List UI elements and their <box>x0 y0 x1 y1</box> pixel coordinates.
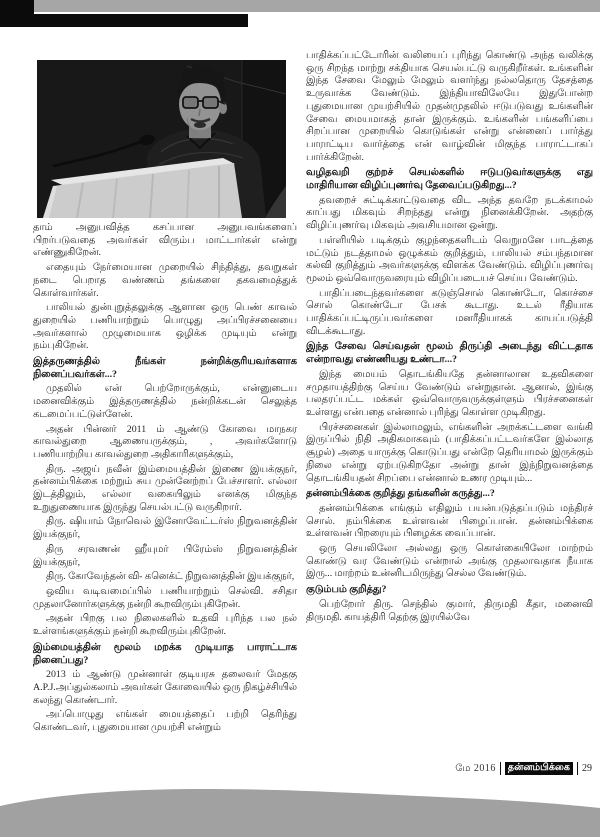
paragraph: தன்னம்பிக்கை எங்கும் எதிலும் பயன்படுத்தப்படும் மந்திரச் சொல். நம்பிக்கை உள்ளவன் பிழைப்பான். தன்னம்பிக்கை உள்ளவன் பிறரையும் பிழைக்க வைப்பான். <box>306 502 593 540</box>
paragraph: தாம் அனுபவித்த கசப்பான அனுபவங்களைப் பிறர்படுவதை அவர்கள் விரும்ப மாட்டார்கள் என்று எண்ணுகிறேன். <box>33 222 297 259</box>
page-number: 29 <box>582 763 592 774</box>
question-heading: தன்னம்பிக்கை குறித்து தங்களின் கருத்து...? <box>306 488 495 500</box>
header-black-square <box>0 0 34 15</box>
paragraph: பாதிக்கப்பட்டோரின் வலியைப் புரிந்து கொண்டு அந்த வலிக்கு ஒரு சிறந்த மாற்று சக்தியாக செயல்பட்டு வருகிறீர்கள். உங்களின் இந்த சேவை மேலும் மேலும் வளர்ந்து நல்லதொரு தேசத்தை உருவாக்க வேண்டும். இந்தியாவிலேயே இதுபோன்ற புதுமையான முயற்சியில் முதன்முதலில் ஈடுபடுவது உங்களின் சேவை மையமாகத் தான் இருக்கும். உங்களின் பங்களிப்பை சிறப்பான முறையில் கொடுங்கள் என்று என்னைப் பார்த்து பாராட்டிய வார்த்தை என் வாழ்வின் மிகுந்த பாராட்டாகப் பார்க்கிறேன். <box>306 50 593 163</box>
paragraph: பாதிப்படைந்தவர்களை கடுஞ்சொல் கொண்டோ, கொச்சை சொல் கொண்டோ பேசக் கூடாது. உடல் ரீதியாக பாதிக்கப்பட்டிருப்பவர்களை மனரீதியாகக் காயப்படுத்தி விடக்கூடாது. <box>306 287 593 337</box>
paragraph: அதன் பின்னர் 2011 ம் ஆண்டு கோவை மாநகர காவல்துறை ஆணையருக்கும், , அவர்களோடு பணியாற்றிய காவல்துறை அதிகாரிகளுக்கும், <box>33 423 297 460</box>
question-heading: இம்மையத்தின் மூலம் மறக்க முடியாத பாராட்டாக நினைப்பது? <box>33 641 297 666</box>
paragraph: தவறைச் சுட்டிக்காட்டுவதை விட அந்த தவறே நடக்காமல் காப்பது மிகவும் சிறந்தது என்று நினைக்கிறேன். அதற்கு விழிப்புணர்வு மிகவும் அவசியமான ஒன்று. <box>306 194 593 232</box>
header-gray-bar <box>33 0 600 12</box>
magazine-name-badge: தன்னம்பிக்கை <box>505 762 573 775</box>
paragraph: பிரச்சனைகள் இல்லாமலும், எங்களின் அறக்கட்டளை வங்கி இருப்பில் நிதி அதிகமாகவும் (பாதிக்கப்பட்டவர்களே இல்லாத சூழல்) அதை யாருக்கு கொடுப்பது என்றே தெரியாமல் இருக்கும் நிலை என்று ஏற்படுகிறதோ அன்று தான் இந்நிறுவனத்தை தொடங்கியதன் சிறப்பை என்னால் உணர முடியும்... <box>306 421 593 484</box>
header-black-bar <box>0 14 248 27</box>
paragraph: பள்ளியில் படிக்கும் குழந்தைகளிடம் வெறுமனே பாடத்தை மட்டும் நடத்தாமல் ஒழுக்கம் குறித்தும், பாலியல் சம்பந்தமான கல்வி குறித்தும் அவர்களுக்கு விளக்க வேண்டும். விழிப்புணர்வு மூலம் ஒவ்வொருவரையும் விழிப்படையச் செய்ய வேண்டும். <box>306 234 593 284</box>
bottom-wave-band <box>0 760 600 837</box>
speaker-podium-photo <box>37 60 286 218</box>
paragraph: திரு சரவணன் ஹீயுமர் பிரேம்ஸ் நிறுவனத்தின் இயக்குநர், <box>33 543 297 568</box>
paragraph: பாலியல் துன்புறுத்தலுக்கு ஆளான ஒரு பெண் காவல் துறையில் பணியாற்றும் பொழுது அப்பிரச்சனையை அவர்களால் முழுமையாக ஒழிக்க முடியும் என்று நம்புகிறேன். <box>33 302 297 352</box>
question-heading: வழிதவறி குற்றச் செயல்களில் ஈடுபடுவர்களுக்கு எது மாதிரியான விழிப்புணர்வு தேவைப்படுகிறது...? <box>306 167 593 192</box>
paragraph: 2013 ம் ஆண்டு முன்னாள் குடியரசு தலைவர் மேதகு A.P.J.அப்துல்கலாம் அவர்கள் கோவையில் ஒரு நிகழ்ச்சியில் கலந்து கொண்டார். <box>33 669 297 706</box>
question-heading: இந்த சேவை செய்வதன் மூலம் திருப்தி அடைந்து விட்டதாக என்றாவது எண்ணியது உண்டா...? <box>306 341 593 366</box>
paragraph: பெற்றோர் திரு. செந்தில் குமார், திருமதி கீதா, மனைவி திருமதி. காயத்திரி தெற்கு இரயில்வே <box>306 598 593 623</box>
question-heading: இத்தருணத்தில் நீங்கள் நன்றிக்குரியவர்களாக நினைப்பவர்கள்...? <box>33 356 297 380</box>
paragraph: திரு. கோவேந்தன் வி- கனெக்ட் நிறுவனத்தின் இயக்குநர், <box>46 571 295 583</box>
paragraph: ஒரு செயலிலோ அல்லது ஒரு கொள்கையிலோ மாற்றம் கொண்டு வர வேண்டும் என்றால் அங்கு முதலாவதாக நீயாக இரு... மாற்றம் உன்னிடமிருந்து செல்ல வேண்டும். <box>306 543 593 580</box>
paragraph: அதன் பிறகு பல நிலைகளில் உதவி புரிந்த பல நல் உள்ளங்களுக்கும் நன்றி கூறவிரும்புகிறேன். <box>33 613 297 638</box>
paragraph: திரு. ஷியாம் நோவெல் இனோவேட்டர்ஸ் நிறுவனத்தின் இயக்குநர், <box>33 516 297 541</box>
issue-date: மே 2016 <box>455 762 496 774</box>
paragraph: ஒவிய வடிவமைப்பில் பணியாற்றும் செல்வி. சசிதா முதலானோர்களுக்கு நன்றி கூறவிரும்புகிறேன். <box>33 585 297 610</box>
question-heading: குடும்பம் குறித்து? <box>306 584 387 596</box>
left-column <box>33 222 297 764</box>
right-column <box>306 50 593 764</box>
paragraph: திரு. அஜய் நவீன் இம்மையத்தின் இணை இயக்குநர், தன்னம்பிக்கை மற்றும் சுய முன்னேற்றப் பேச்சாளர். எல்லா இடத்திலும், எல்லா வகையிலும் எனக்கு மிகுந்த உறுதுணையாக இருந்து செயல்பட்டு வருகிறார். <box>33 463 297 513</box>
paragraph: எதையும் நேர்மையான முறையில் சிந்தித்து, தவறுகள் நடை பெறாத வண்ணம் தங்களை தகவமைத்துக் கொள்வார்கள். <box>33 262 297 299</box>
paragraph: அப்பொழுது எங்கள் மையத்தைப் பற்றி தெரிந்து கொண்டவர், புதுமையான முயற்சி என்றும் <box>33 709 297 734</box>
paragraph: இந்த மையம் தொடங்கியதே தன்னாலான உதவிகளை சமுதாயத்திற்கு செய்ய வேண்டும் என்றுதான். ஆனால், இங்கு பலதரப்பட்ட மக்கள் ஒவ்வொருவருக்குள்ளும் பிரச்சனைகள் உள்ளது என்பதை என்னால் புரிந்து கொள்ள முடிகிறது. <box>306 368 593 418</box>
paragraph: முதலில் என் பெற்றோருக்கும், என்னுடைய மனைவிக்கும் இத்தருணத்தில் நன்றிக்கடன் செலுத்த கடமைப்பட்டுள்ளேன். <box>33 383 297 420</box>
